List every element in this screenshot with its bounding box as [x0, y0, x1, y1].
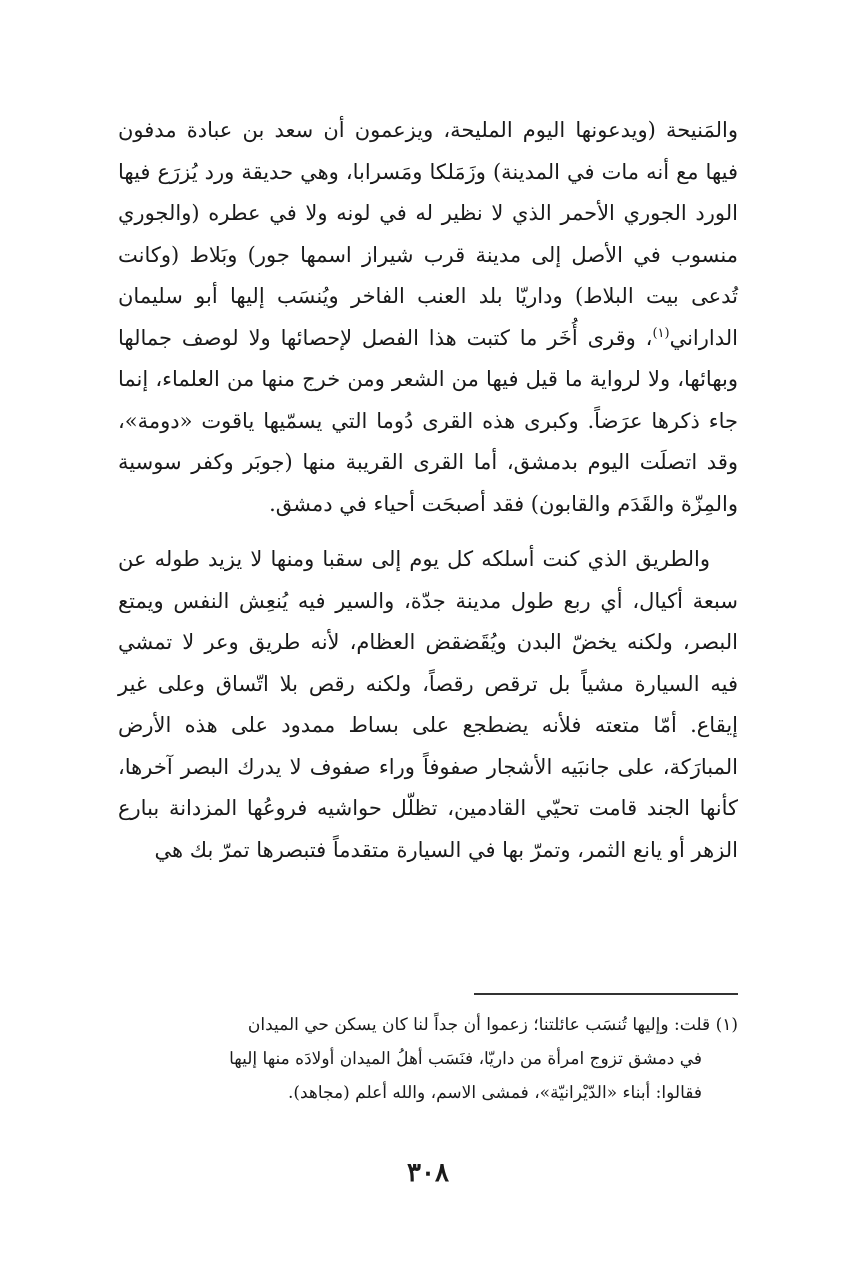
main-text — [118, 110, 738, 871]
footnotes — [128, 1008, 738, 1110]
footnote-reference: (١) — [652, 325, 670, 341]
paragraph — [118, 110, 738, 525]
footnote-separator — [474, 993, 738, 995]
paragraph-text: والمَنيحة (ويدعونها اليوم المليحة، ويزعمون أن سعد بن عبادة مدفون فيها مع أنه مات في المدينة) وزَمَلكا ومَسرابا، وهي حديقة ورد يُزرَع فيها الورد الجوري الأحمر الذي لا نظير له في لونه ولا في عطره (والجوري منسوب في الأصل إلى مدينة قرب شيراز اسمها جور) وبَلاط (وكانت تُدعى بيت البلاط) وداريّا بلد العنب الفاخر ويُنسَب إليها أبو سليمان الداراني — [118, 118, 738, 350]
paragraph-text: ، وقرى أُخَر ما كتبت هذا الفصل لإحصائها ولا لوصف جمالها وبهائها، ولا لرواية ما قيل فيها من الشعر ومن خرج منها من العلماء، إنما جاء ذكرها عرَضاً. وكبرى هذه القرى دُوما التي يسمّيها ياقوت «دومة»، وقد اتصلَت اليوم بدمشق، أما القرى القريبة منها (جوبَر وكفر سوسية والمِزّة والقَدَم والقابون) فقد أصبحَت أحياء في دمشق. — [118, 325, 738, 516]
footnote-line: في دمشق تزوج امرأة من داريّا، فنَسَب أهلُ الميدان أولادَه منها إليها — [229, 1049, 702, 1069]
page-number: ٣٠٨ — [407, 1158, 449, 1188]
footnote-line: فقالوا: أبناء «الدّيْرانيّة»، فمشى الاسم، والله أعلم (مجاهد). — [287, 1083, 702, 1103]
paragraph: والطريق الذي كنت أسلكه كل يوم إلى سقبا ومنها لا يزيد طوله عن سبعة أكيال، أي ربع طول مدينة جدّة، والسير فيه يُنعِش النفس ويمتع البصر، ولكنه يخضّ البدن ويُقَضقض العظام، لأنه طريق وعر لا تمشي فيه السيارة مشياً بل ترقص رقصاً، ولكنه رقص بلا اتّساق وعلى غير إيقاع. أمّا متعته فلأنه يضطجع على بساط ممدود على هذه الأرض المبارَكة، على جانبَيه الأشجار صفوفاً وراء صفوف لا يدرك البصر آخرها، كأنها الجند قامت تحيّي القادمين، تظلّل حواشيه فروعُها المزدانة ببارع الزهر أو يانع الثمر، وتمرّ بها في السيارة متقدماً فتبصرها تمرّ بك هي — [118, 547, 738, 862]
footnote-line: (١) قلت: وإليها تُنسَب عائلتنا؛ زعموا أن جداً لنا كان يسكن حي الميدان — [247, 1015, 738, 1035]
